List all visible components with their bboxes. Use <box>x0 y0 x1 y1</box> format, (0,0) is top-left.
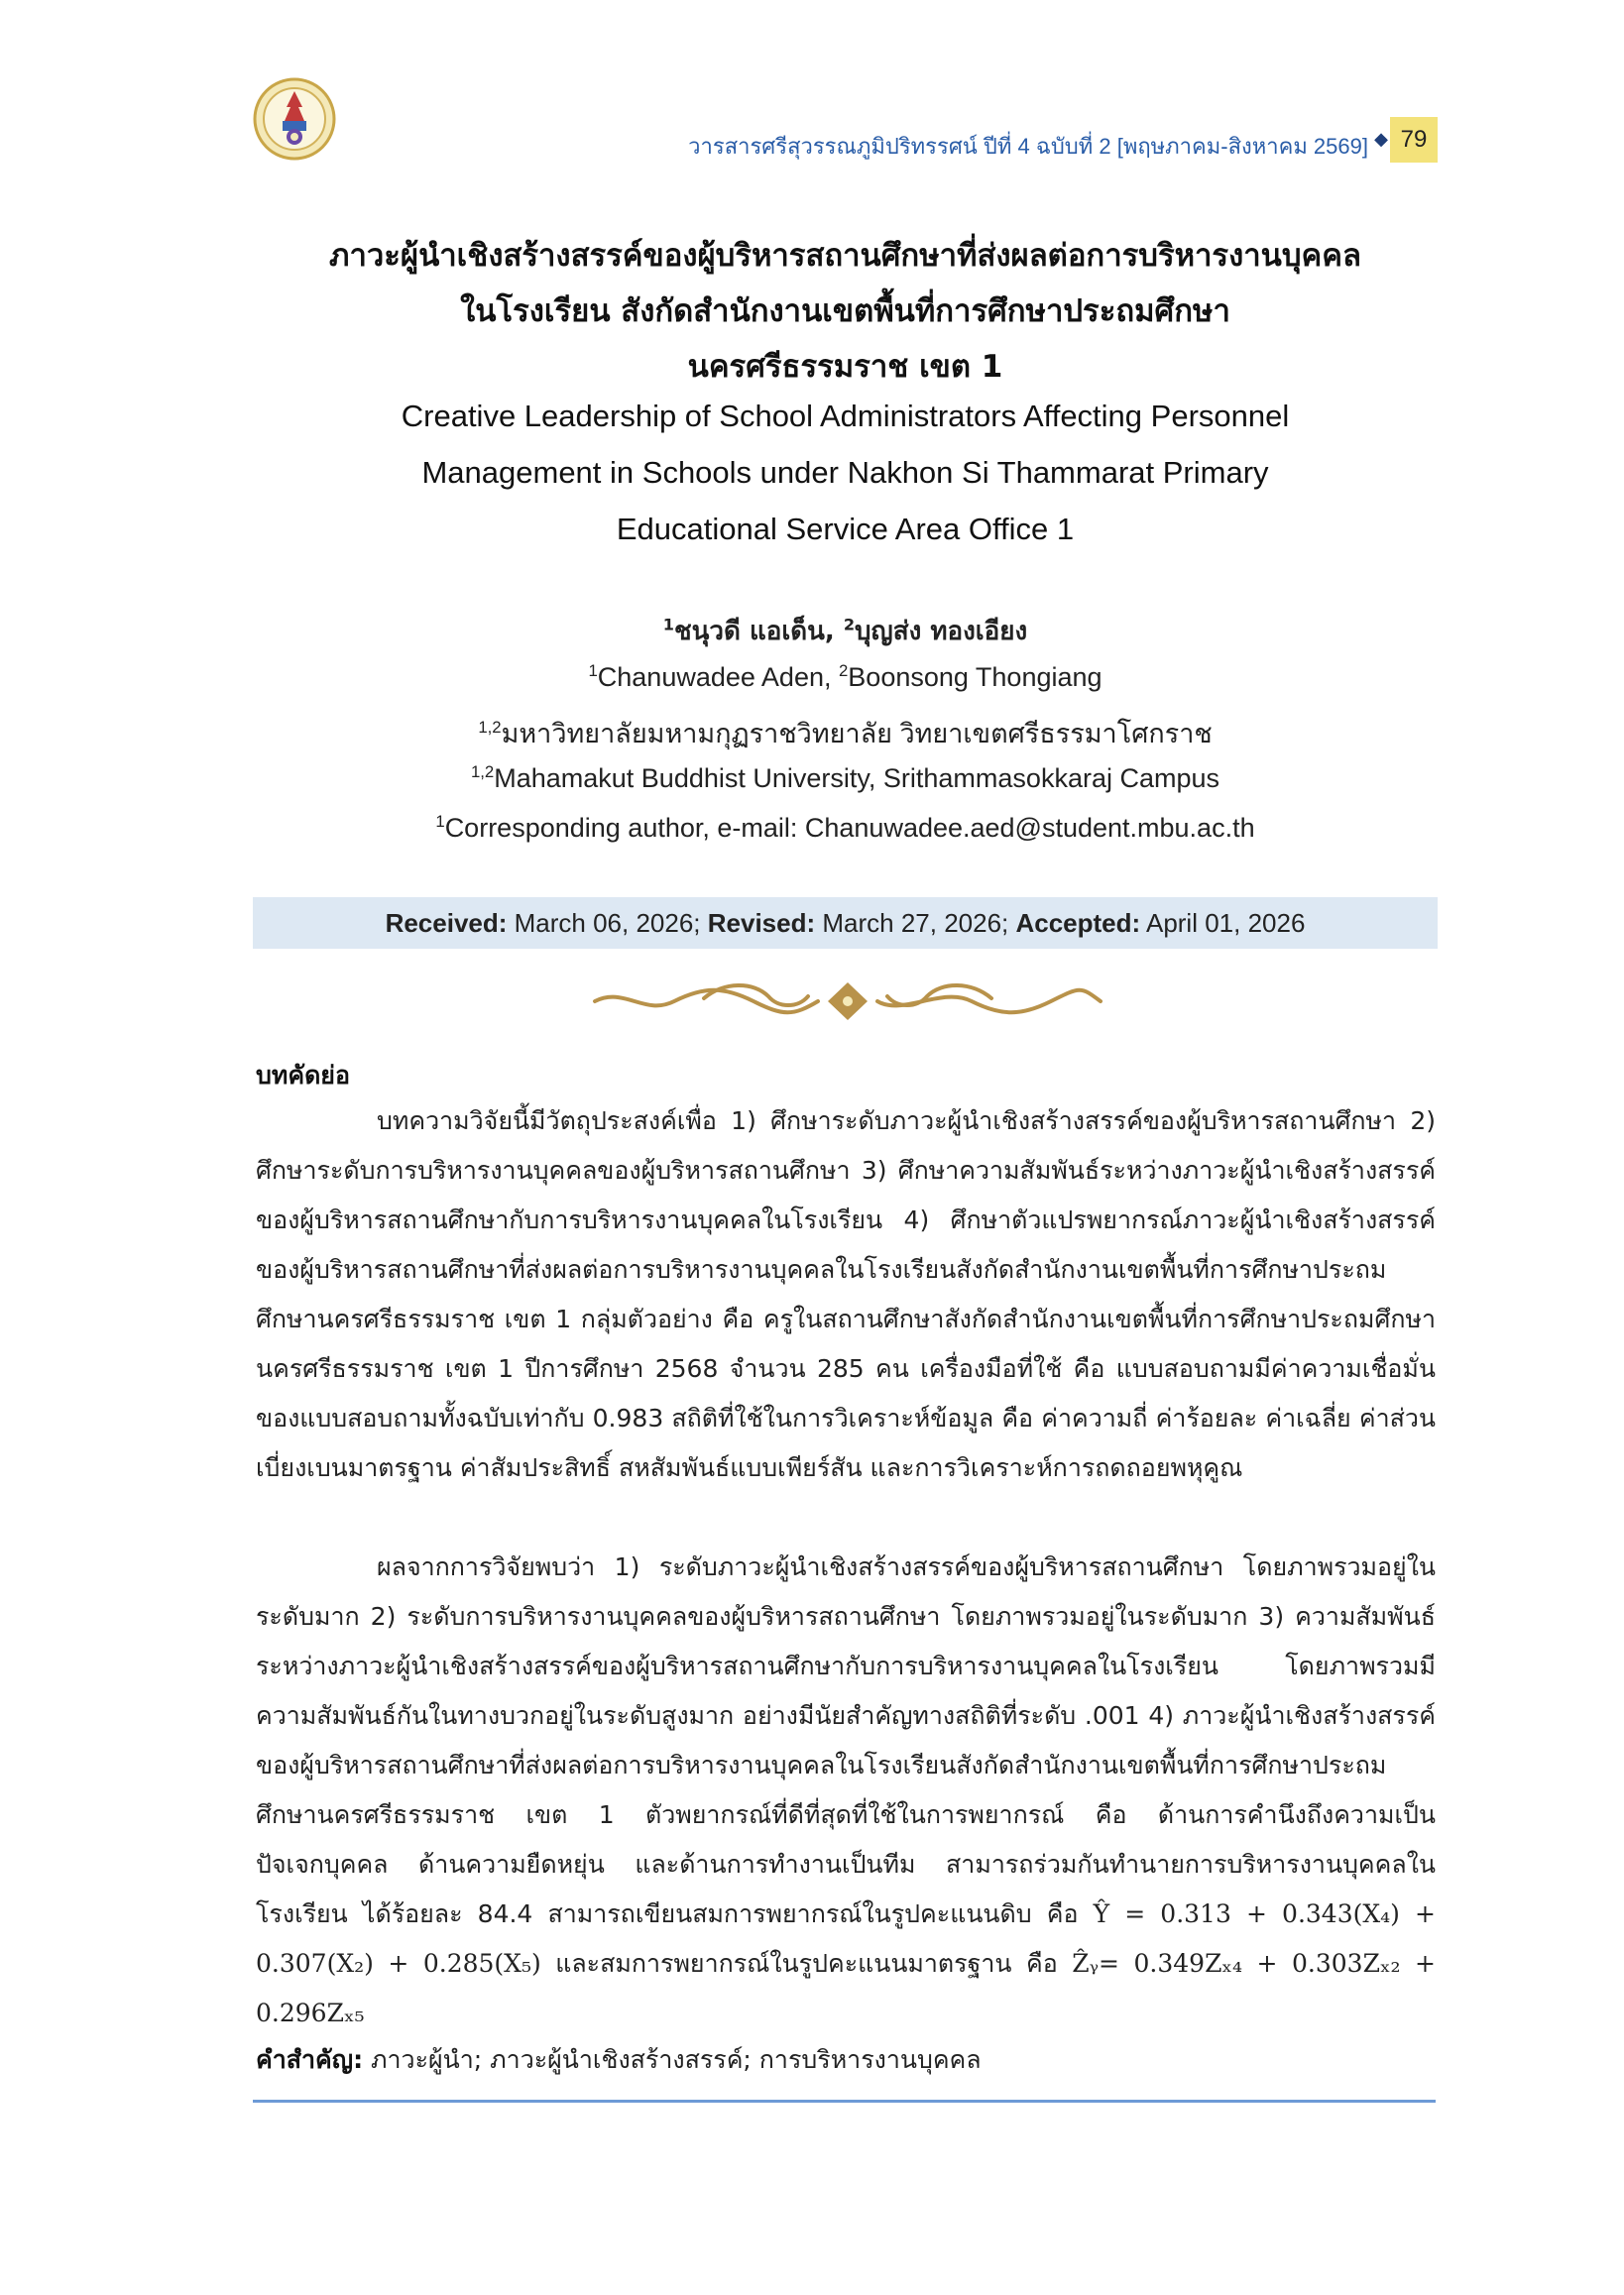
raw-score-equation: Ŷ = 0.313 + 0.343(X₄) + 0.307(X₂) + 0.285(X₅) <box>256 1899 1437 1978</box>
corresponding-sup: 1 <box>435 812 445 831</box>
section-divider-rule <box>253 2100 1436 2103</box>
page-header <box>253 77 1438 167</box>
author-sup: 2 <box>843 615 856 634</box>
accepted-label: Accepted: <box>1015 908 1141 938</box>
author-name: บุญส่ง ทองเอียง <box>855 617 1028 646</box>
authors-thai <box>253 611 1438 651</box>
abstract-paragraph-2 <box>256 1543 1436 2038</box>
author-name: Boonsong Thongiang <box>848 662 1102 692</box>
corresponding-email: Corresponding author, e-mail: Chanuwadee.aed@student.mbu.ac.th <box>444 813 1255 843</box>
keywords-text: ภาวะผู้นำ; ภาวะผู้นำเชิงสร้างสรรค์; การบริหารงานบุคคล <box>363 2045 982 2074</box>
affiliation-english <box>253 763 1438 794</box>
affiliation-thai <box>253 712 1438 754</box>
article-dates-bar <box>253 897 1438 949</box>
keywords-line <box>256 2040 1436 2080</box>
received-label: Received: <box>385 908 508 938</box>
title-thai-line-2: ในโรงเรียน สังกัดสำนักงานเขตพื้นที่การศึกษาประถมศึกษา <box>460 293 1230 329</box>
journal-title-line: วารสารศรีสุวรรณภูมิปริทรรศน์ ปีที่ 4 ฉบับที่ 2 [พฤษภาคม-สิงหาคม 2569] <box>688 134 1368 159</box>
corresponding-author <box>253 813 1438 844</box>
revised-date: March 27, 2026; <box>815 908 1016 938</box>
university-seal-logo <box>253 77 336 161</box>
affiliation-text: มหาวิทยาลัยมหามกุฏราชวิทยาลัย วิทยาเขตศรีธรรมาโศกราช <box>501 719 1213 748</box>
title-thai-line-3: นครศรีธรรมราช เขต 1 <box>687 349 1003 385</box>
keywords-label: คำสำคัญ: <box>256 2045 364 2074</box>
received-date: March 06, 2026; <box>507 908 708 938</box>
abstract-heading: บทคัดย่อ <box>256 1061 350 1090</box>
affiliation-sup: 1,2 <box>470 762 495 781</box>
abstract-text: บทความวิจัยนี้มีวัตถุประสงค์เพื่อ 1) ศึกษาระดับภาวะผู้นำเชิงสร้างสรรค์ของผู้บริหารสถานศึกษา 2) ศึกษาระดับการบริหารงานบุคคลของผู้บริหารสถานศึกษา 3) ศึกษาความสัมพันธ์ระหว่างภาวะผู้นำเชิงสร้างสรรค์ของผู้บริหารสถานศึกษากับการบริหารงานบุคคลในโรงเรียน 4) ศึกษาตัวแปรพยากรณ์ภาวะผู้นำเชิงสร้างสรรค์ของผู้บริหารสถานศึกษาที่ส่งผลต่อการบริหารงานบุคคลในโรงเรียนสังกัดสำนักงานเขตพื้นที่การศึกษาประถมศึกษานครศรีธรรมราช เขต 1 กลุ่มตัวอย่าง คือ ครูในสถานศึกษาสังกัดสำนักงานเขตพื้นที่การศึกษาประถมศึกษานครศรีธรรมราช เขต 1 ปีการศึกษา 2568 จำนวน 285 คน เครื่องมือที่ใช้ คือ แบบสอบถามมีค่าความเชื่อมั่นของแบบสอบถามทั้งฉบับเท่ากับ 0.983 สถิติที่ใช้ในการวิเคราะห์ข้อมูล คือ ค่าความถี่ ค่าร้อยละ ค่าเฉลี่ย ค่าส่วนเบี่ยงเบนมาตรฐาน ค่าสัมประสิทธิ์ สหสัมพันธ์แบบเพียร์สัน และการวิเคราะห์การถดถอยพหุคูณ <box>256 1106 1436 1482</box>
title-english-line-3: Educational Service Area Office 1 <box>616 512 1075 546</box>
revised-label: Revised: <box>707 908 816 938</box>
author-sup: 1 <box>662 615 675 634</box>
abstract-text: และสมการพยากรณ์ในรูปคะแนนมาตรฐาน คือ <box>540 1949 1073 1978</box>
author-name: ชนุวดี แอเด็น, <box>674 617 844 646</box>
title-english-line-2: Management in Schools under Nakhon Si Thammarat Primary <box>421 455 1269 490</box>
author-name: Chanuwadee Aden, <box>597 662 839 692</box>
abstract-paragraph-1 <box>256 1096 1436 1493</box>
accepted-date: April 01, 2026 <box>1140 908 1306 938</box>
ornamental-divider-icon <box>585 976 1110 1026</box>
author-sup: 1 <box>588 661 598 680</box>
author-sup: 2 <box>838 661 849 680</box>
authors-english <box>253 662 1438 693</box>
affiliation-sup: 1,2 <box>478 718 502 737</box>
standard-score-equation: Ẑᵧ= 0.349Zₓ₄ + 0.303Zₓ₂ + 0.296Zₓ₅ <box>256 1949 1437 2027</box>
page-number: 79 <box>1390 117 1438 163</box>
abstract-text: ผลจากการวิจัยพบว่า 1) ระดับภาวะผู้นำเชิงสร้างสรรค์ของผู้บริหารสถานศึกษา โดยภาพรวมอยู่ในระดับมาก 2) ระดับการบริหารงานบุคคลของผู้บริหารสถานศึกษา โดยภาพรวมอยู่ในระดับมาก 3) ความสัมพันธ์ระหว่างภาวะผู้นำเชิงสร้างสรรค์ของผู้บริหารสถานศึกษากับการบริหารงานบุคคลในโรงเรียน โดยภาพรวมมีความสัมพันธ์กันในทางบวกอยู่ในระดับสูงมาก อย่างมีนัยสำคัญทางสถิติที่ระดับ .001 4) ภาวะผู้นำเชิงสร้างสรรค์ของผู้บริหารสถานศึกษาที่ส่งผลต่อการบริหารงานบุคคลในโรงเรียนสังกัดสำนักงานเขตพื้นที่การศึกษาประถมศึกษานครศรีธรรมราช เขต 1 ตัวพยากรณ์ที่ดีที่สุดที่ใช้ในการพยากรณ์ คือ ด้านการคำนึงถึงความเป็นปัจเจกบุคคล ด้านความยืดหยุ่น และด้านการทำงานเป็นทีม สามารถร่วมกันทำนายการบริหารงานบุคคลในโรงเรียน ได้ร้อยละ 84.4 สามารถเขียนสมการพยากรณ์ในรูปคะแนนดิบ คือ <box>256 1552 1436 1928</box>
title-english-line-1: Creative Leadership of School Administrators Affecting Personnel <box>401 399 1290 433</box>
diamond-icon: ◆ <box>1374 129 1388 150</box>
affiliation-text: Mahamakut Buddhist University, Srithammasokkaraj Campus <box>494 763 1220 793</box>
title-thai-line-1: ภาวะผู้นำเชิงสร้างสรรค์ของผู้บริหารสถานศึกษาที่ส่งผลต่อการบริหารงานบุคคล <box>329 238 1361 274</box>
